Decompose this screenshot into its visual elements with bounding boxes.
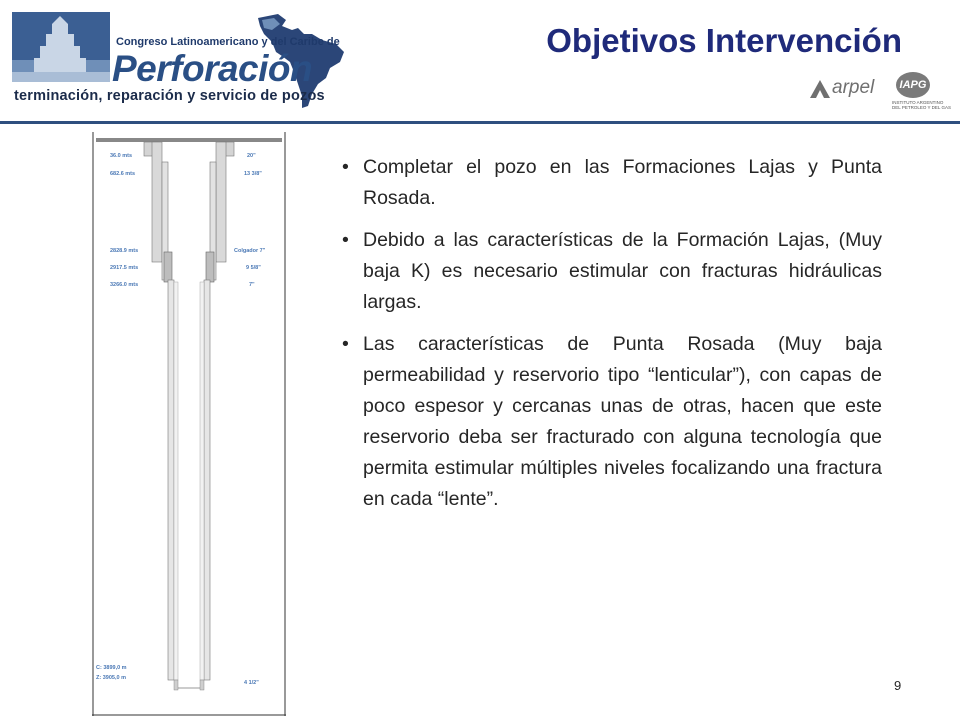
depth-label: 36.0 mts bbox=[110, 153, 133, 159]
liner-size-label: 4 1/2" bbox=[244, 680, 259, 686]
iapg-subtitle bbox=[892, 100, 952, 110]
logo-wordmark: Perforación bbox=[112, 48, 313, 89]
congress-logo bbox=[12, 12, 342, 104]
list-item bbox=[340, 152, 882, 214]
well-casing-diagram bbox=[92, 132, 286, 716]
well-schematic bbox=[92, 132, 286, 716]
iapg-logo bbox=[892, 72, 952, 118]
arpel-logo bbox=[808, 76, 882, 102]
list-item bbox=[340, 329, 882, 515]
bullet-text: Las características de Punta Rosada (Muy baja permeabilidad y reservorio tipo “lenticular”), con capas de poco espesor y cercanas unas de otras, hacen que este reservorio deba ser fracturado con alguna tecnología que permita estimular múltiples niveles focalizando una fractura en cada “lente”. bbox=[363, 333, 882, 510]
logo-subtitle: Congreso Latinoamericano y del Caribe de bbox=[116, 36, 340, 48]
arpel-house-icon bbox=[808, 76, 832, 102]
casing-label: Colgador 7" bbox=[234, 248, 266, 254]
casing-label: 20" bbox=[247, 153, 256, 159]
casing-label: 7" bbox=[249, 282, 255, 288]
page-number: 9 bbox=[894, 678, 902, 693]
bullet-marker: • bbox=[342, 229, 349, 251]
bullet-marker: • bbox=[342, 333, 349, 355]
bottom-depth-label: Z: 3905,0 m bbox=[96, 675, 126, 681]
arpel-wordmark: arpel bbox=[832, 77, 875, 98]
slide-title: Objetivos Intervención bbox=[546, 22, 902, 59]
iapg-emblem: IAPG bbox=[896, 72, 930, 98]
depth-label: 2828.9 mts bbox=[110, 248, 139, 254]
bottom-depth-label: C: 3899,0 m bbox=[96, 665, 127, 671]
casing-label: 9 5/8" bbox=[246, 265, 261, 271]
header-divider bbox=[0, 121, 960, 124]
bullet-list bbox=[340, 152, 882, 526]
list-item bbox=[340, 225, 882, 318]
depth-label: 2917.5 mts bbox=[110, 265, 139, 271]
slide-header bbox=[0, 0, 960, 124]
iapg-subtitle-line-1: INSTITUTO ARGENTINO bbox=[892, 100, 944, 105]
bullet-marker: • bbox=[342, 156, 349, 178]
logo-tagline: terminación, reparación y servicio de pozos bbox=[14, 88, 325, 104]
drilling-rig-logo-icon bbox=[12, 12, 110, 82]
depth-label: 682.6 mts bbox=[110, 171, 136, 177]
iapg-subtitle-line-2: DEL PETROLEO Y DEL GAS bbox=[892, 105, 952, 110]
bullet-text: Debido a las características de la Formación Lajas, (Muy baja K) es necesario estimular con fracturas hidráulicas largas. bbox=[363, 229, 882, 313]
bullet-text: Completar el pozo en las Formaciones Lajas y Punta Rosada. bbox=[363, 156, 882, 209]
depth-label: 3266.0 mts bbox=[110, 282, 139, 288]
casing-label: 13 3/8" bbox=[244, 171, 262, 177]
